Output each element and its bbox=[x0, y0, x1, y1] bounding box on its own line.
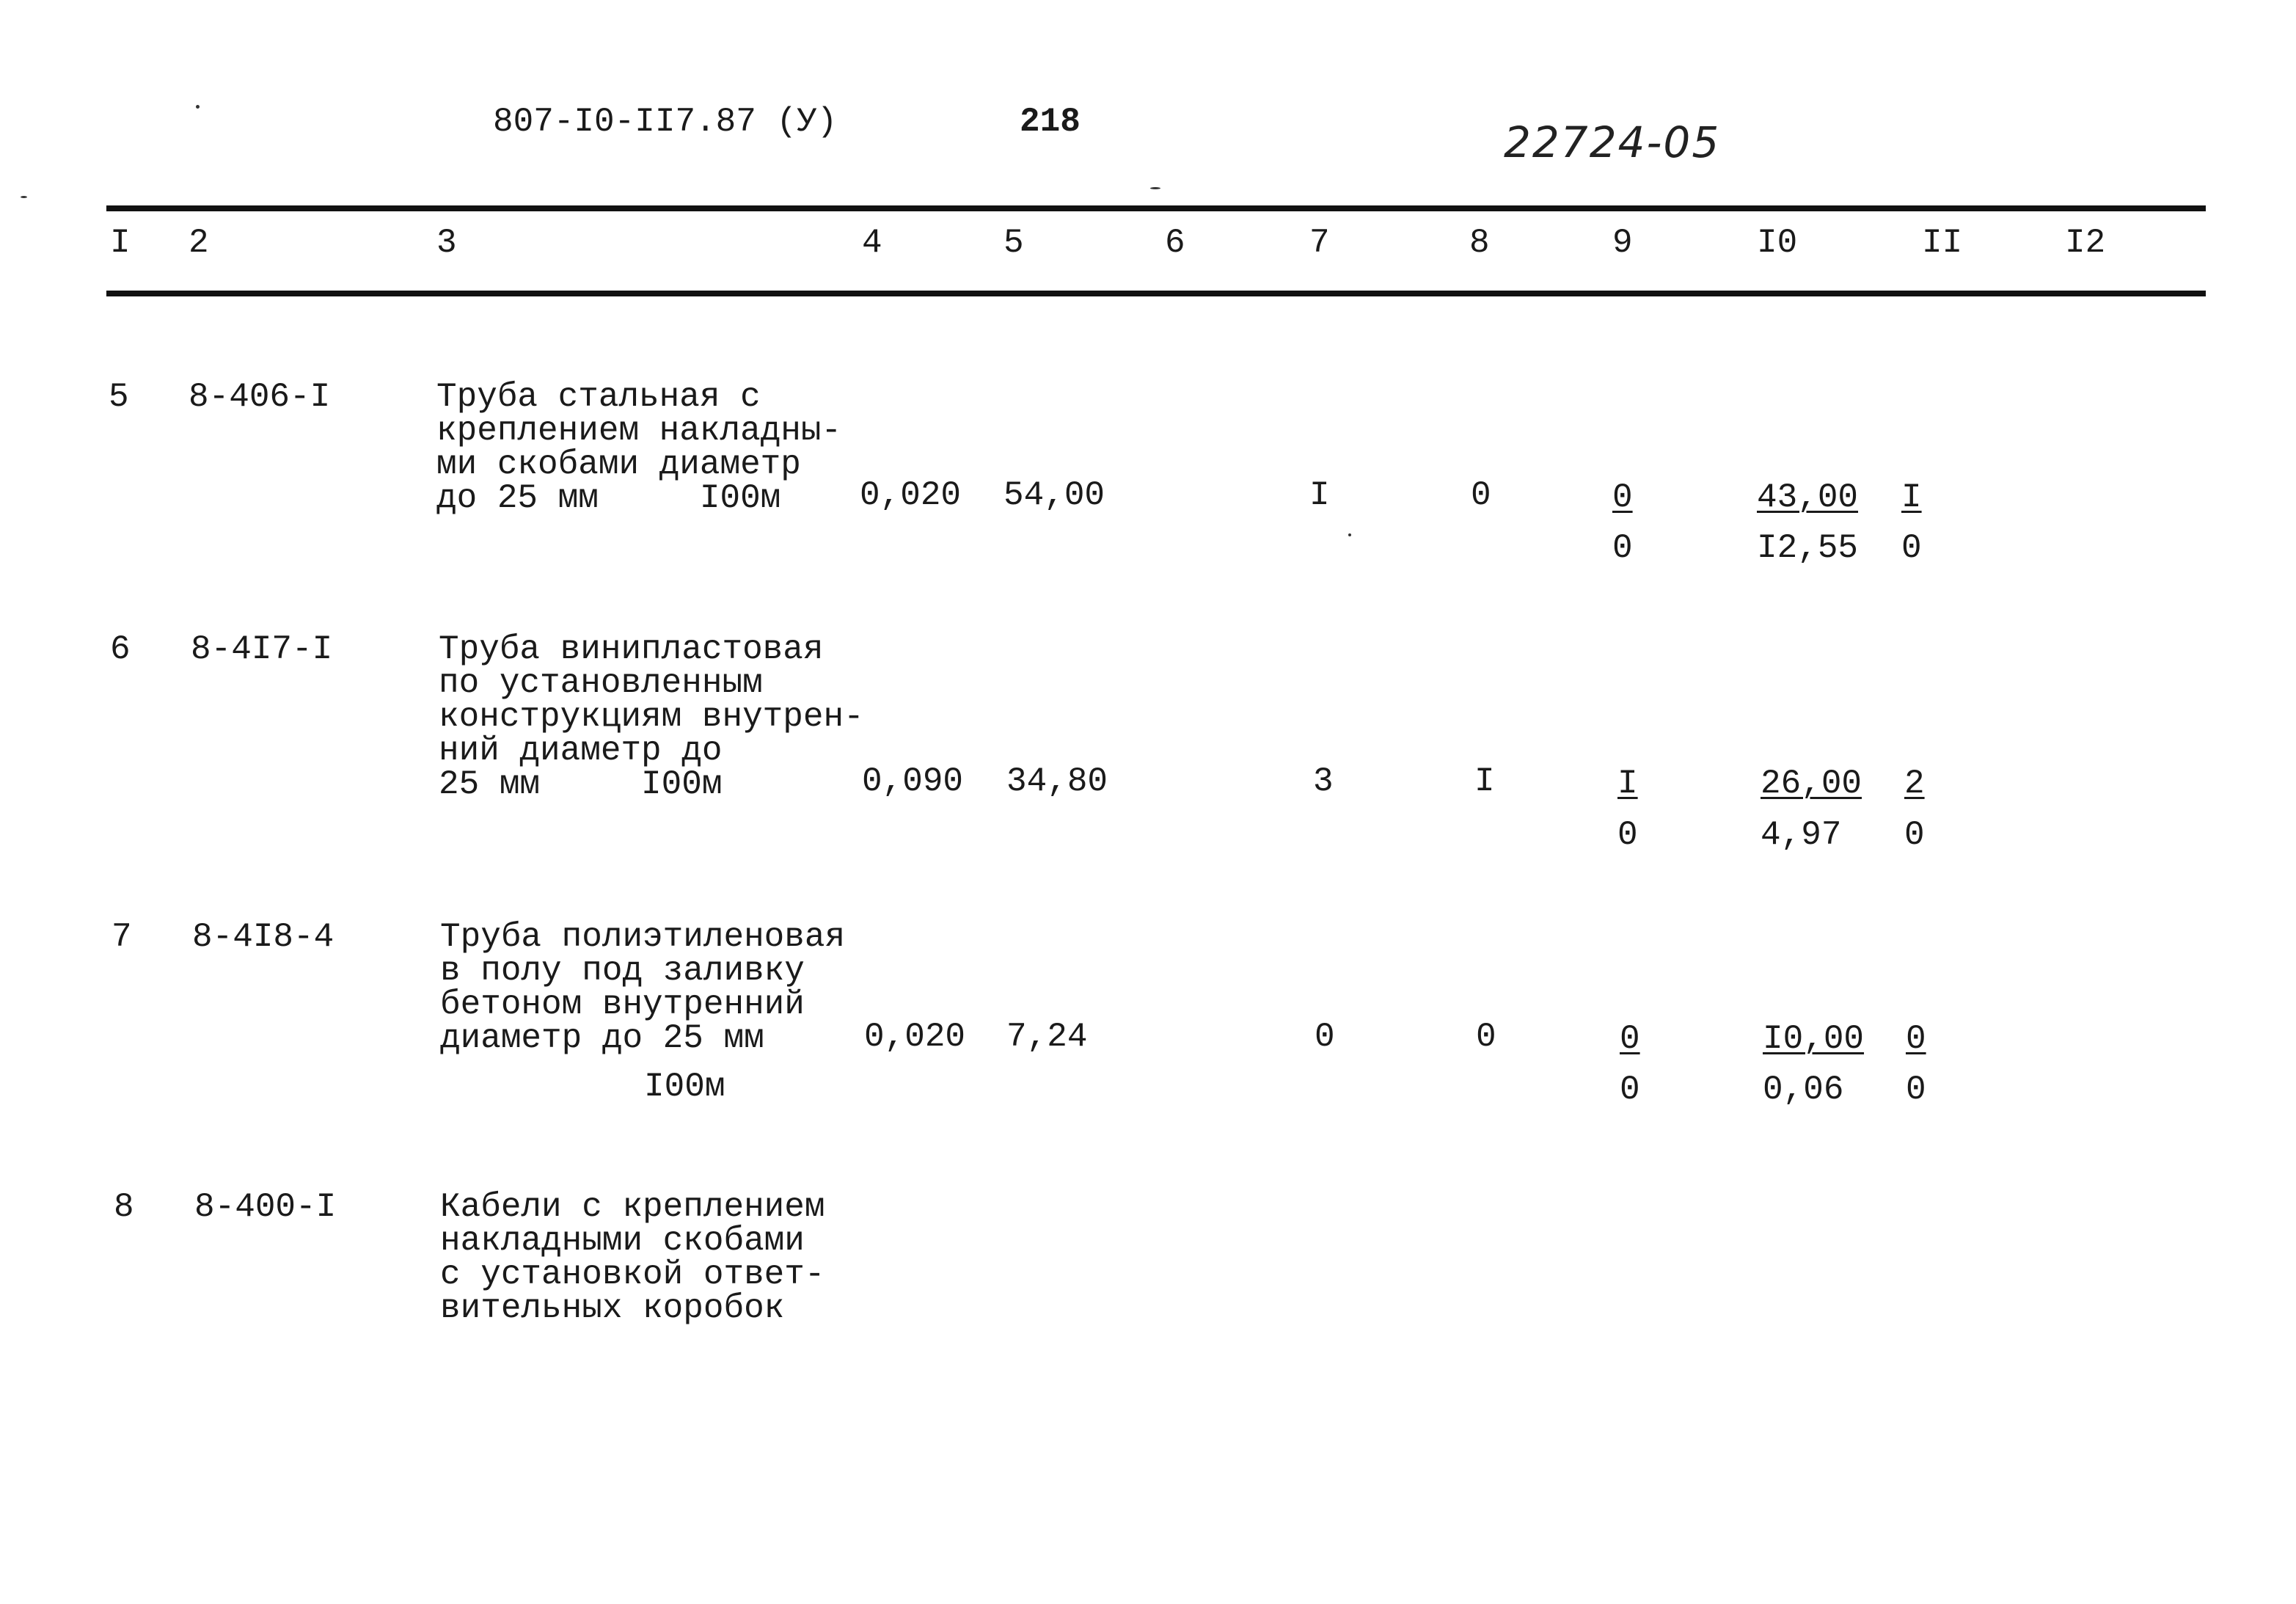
cell-col9-top: 0 bbox=[1620, 1020, 1640, 1058]
table-header-bottom-rule bbox=[106, 291, 2206, 296]
row-code: 8-400-I bbox=[194, 1188, 337, 1226]
column-number: 4 bbox=[862, 224, 882, 262]
column-number: 9 bbox=[1612, 224, 1633, 262]
column-number: I bbox=[110, 224, 131, 262]
cell-col11-top: 0 bbox=[1906, 1020, 1926, 1058]
cell-col10-bottom: I2,55 bbox=[1757, 529, 1859, 567]
cell-col8: I bbox=[1474, 762, 1495, 801]
cell-col10-top: 43,00 bbox=[1757, 478, 1859, 517]
cell-col11-top: 2 bbox=[1904, 765, 1925, 803]
cell-col7: I bbox=[1309, 476, 1330, 514]
row-description: Кабели с креплением накладными скобами с установкой ответ- вительных коробок bbox=[440, 1188, 825, 1327]
document-code: 807-I0-II7.87 (У) bbox=[493, 103, 838, 141]
handwritten-number: 22724-05 bbox=[1504, 117, 1721, 167]
row-unit: I00м bbox=[644, 1068, 725, 1106]
row-code: 8-4I8-4 bbox=[192, 918, 334, 956]
column-number: I2 bbox=[2065, 224, 2106, 262]
cell-col11-bottom: 0 bbox=[1904, 816, 1925, 854]
row-number: 6 bbox=[110, 630, 131, 668]
cell-col9-bottom: 0 bbox=[1620, 1071, 1640, 1109]
row-number: 5 bbox=[109, 378, 129, 416]
cell-col7: 0 bbox=[1315, 1018, 1335, 1056]
cell-col8: 0 bbox=[1471, 476, 1491, 514]
column-number: 3 bbox=[436, 224, 457, 262]
cell-col10-top: 26,00 bbox=[1761, 765, 1862, 803]
cell-col8: 0 bbox=[1476, 1018, 1496, 1056]
row-number: 8 bbox=[114, 1188, 134, 1226]
cell-col5: 34,80 bbox=[1006, 762, 1108, 801]
cell-col5: 7,24 bbox=[1006, 1018, 1088, 1056]
cell-col4: 0,020 bbox=[864, 1018, 966, 1056]
column-number: 6 bbox=[1165, 224, 1185, 262]
row-code: 8-406-I bbox=[189, 378, 331, 416]
column-number: I0 bbox=[1757, 224, 1798, 262]
cell-col4: 0,020 bbox=[860, 476, 962, 514]
row-description: Труба винипластовая по установленным конструкциям внутрен- ний диаметр до 25 мм I00м bbox=[439, 630, 864, 803]
cell-col11-bottom: 0 bbox=[1901, 529, 1922, 567]
row-description: Труба полиэтиленовая в полу под заливку бетоном внутренний диаметр до 25 мм bbox=[440, 918, 846, 1057]
cell-col10-top: I0,00 bbox=[1763, 1020, 1865, 1058]
table-top-rule bbox=[106, 205, 2206, 211]
scan-speck bbox=[196, 105, 200, 109]
scan-speck bbox=[1348, 533, 1351, 536]
row-description: Труба стальная с креплением накладны- ми скобами диаметр до 25 мм I00м bbox=[436, 378, 842, 517]
cell-col9-top: 0 bbox=[1612, 478, 1633, 517]
cell-col9-bottom: 0 bbox=[1617, 816, 1638, 854]
cell-col4: 0,090 bbox=[862, 762, 964, 801]
scan-speck bbox=[21, 196, 27, 198]
cell-col9-top: I bbox=[1617, 765, 1638, 803]
column-number: 8 bbox=[1469, 224, 1490, 262]
page-number: 218 bbox=[1020, 103, 1081, 141]
row-number: 7 bbox=[111, 918, 132, 956]
cell-col10-bottom: 0,06 bbox=[1763, 1071, 1844, 1109]
column-number: 7 bbox=[1309, 224, 1330, 262]
cell-col9-bottom: 0 bbox=[1612, 529, 1633, 567]
scan-speck bbox=[1150, 187, 1160, 189]
column-number: II bbox=[1922, 224, 1963, 262]
cell-col11-top: I bbox=[1901, 478, 1922, 517]
column-number: 5 bbox=[1003, 224, 1024, 262]
cell-col7: 3 bbox=[1313, 762, 1334, 801]
row-code: 8-4I7-I bbox=[191, 630, 333, 668]
cell-col11-bottom: 0 bbox=[1906, 1071, 1926, 1109]
column-number: 2 bbox=[189, 224, 209, 262]
cell-col10-bottom: 4,97 bbox=[1761, 816, 1842, 854]
cell-col5: 54,00 bbox=[1003, 476, 1105, 514]
